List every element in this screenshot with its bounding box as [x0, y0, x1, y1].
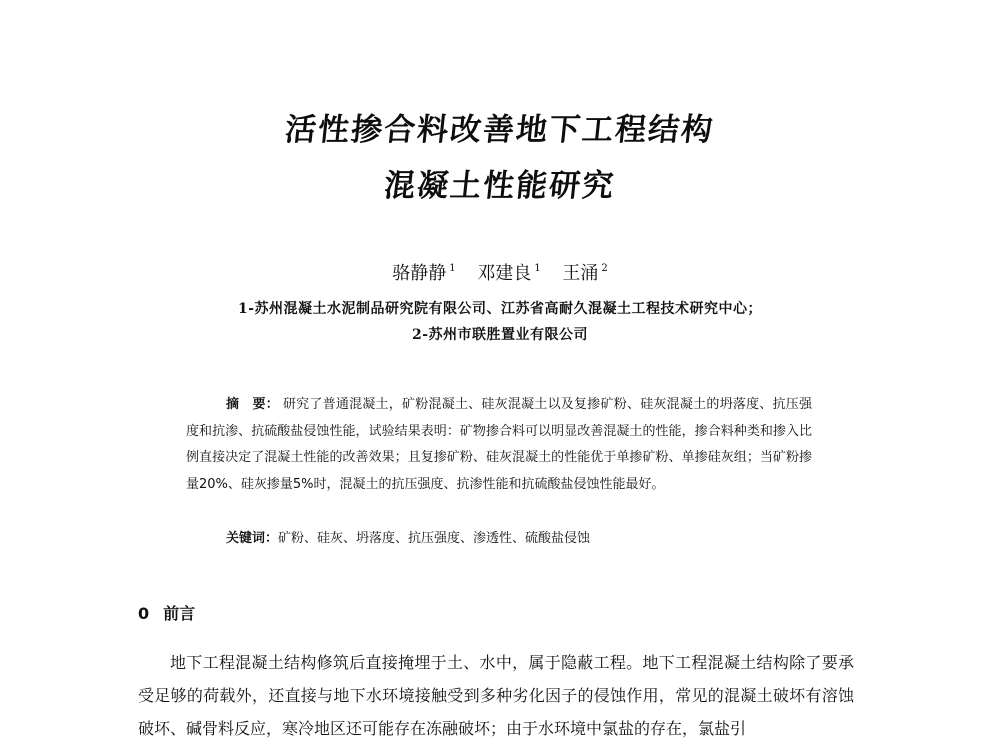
abstract-label: 摘 要：	[226, 397, 279, 412]
author-name: 邓建良	[477, 263, 532, 284]
author	[392, 263, 455, 284]
affiliation-2: 2-苏州市联胜置业有限公司	[411, 327, 589, 343]
abstract-text: 研究了普通混凝土，矿粉混凝土、硅灰混凝土以及复掺矿粉、硅灰混凝土的坍落度、抗压强度和抗渗、抗硫酸盐侵蚀性能，试验结果表明：矿物掺合料可以明显改善混凝土的性能，掺合料种类和掺入比例直接决定了混凝土性能的改善效果；且复掺矿粉、硅灰混凝土的性能优于单掺矿粉、单掺硅灰组；当矿粉掺量20%、硅灰掺量5%时，混凝土的抗压强度、抗渗性能和抗硫酸盐侵蚀性能最好。	[186, 397, 812, 492]
author-affil-mark: 1	[449, 263, 456, 274]
title-line-1: 活性掺合料改善地下工程结构	[283, 112, 717, 148]
author-list	[0, 259, 1000, 285]
author	[477, 263, 540, 284]
body-paragraph: 地下工程混凝土结构修筑后直接掩埋于土、水中，属于隐蔽工程。地下工程混凝土结构除了要承受足够的荷载外，还直接与地下水环境接触受到多种劣化因子的侵蚀作用，常见的混凝土破坏有溶蚀破坏、碱骨料反应，寒冷地区还可能存在冻融破坏；由于水环境中氯盐的存在，氯盐引	[138, 653, 854, 738]
keywords-text: 矿粉、硅灰、坍落度、抗压强度、渗透性、硫酸盐侵蚀	[278, 531, 591, 546]
author-name: 王涌	[562, 263, 599, 284]
section-heading	[138, 601, 195, 624]
author-name: 骆静静	[392, 263, 447, 284]
affiliation-1: 1-苏州混凝土水泥制品研究院有限公司、江苏省高耐久混凝土工程技术研究中心；	[237, 301, 763, 317]
section-title: 前言	[163, 604, 196, 623]
keywords	[226, 527, 590, 546]
section-number: 0	[138, 604, 150, 623]
abstract	[186, 392, 812, 498]
keywords-label: 关键词：	[226, 531, 279, 546]
author	[562, 263, 607, 284]
author-affil-mark: 2	[601, 263, 608, 274]
author-affil-mark: 1	[534, 263, 541, 274]
title-line-2: 混凝土性能研究	[382, 168, 618, 204]
